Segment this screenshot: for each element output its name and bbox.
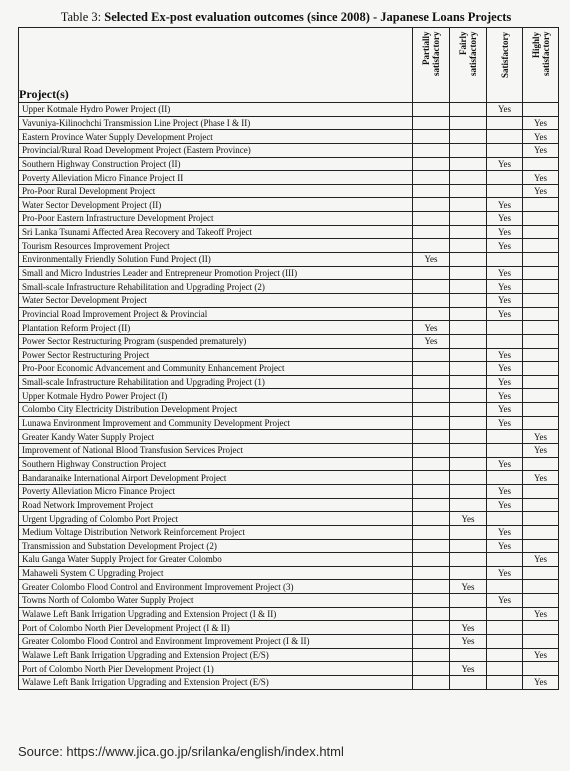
rating-cell: Yes (487, 307, 523, 321)
rating-cell (413, 157, 450, 171)
table-row (19, 484, 559, 498)
rating-cell (523, 484, 559, 498)
table-row (19, 634, 559, 648)
project-name-cell: Small-scale Infrastructure Rehabilitation and Upgrading Project (2) (19, 280, 413, 294)
rating-cell (523, 157, 559, 171)
rating-cell: Yes (450, 662, 487, 676)
rating-cell: Yes (523, 143, 559, 157)
rating-cell (413, 116, 450, 130)
rating-cell (450, 116, 487, 130)
project-name-cell: Plantation Reform Project (II) (19, 321, 413, 335)
rating-cell (413, 648, 450, 662)
rating-cell: Yes (487, 416, 523, 430)
rating-cell: Yes (450, 512, 487, 526)
rating-cell (523, 321, 559, 335)
table-row (19, 430, 559, 444)
project-name-cell: Mahaweli System C Upgrading Project (19, 566, 413, 580)
rating-cell (413, 239, 450, 253)
rating-cell (487, 471, 523, 485)
rating-cell (523, 362, 559, 376)
rating-cell (487, 334, 523, 348)
table-row (19, 198, 559, 212)
rating-cell (413, 566, 450, 580)
rating-cell (413, 580, 450, 594)
rating-cell: Yes (523, 675, 559, 689)
rating-cell: Yes (413, 321, 450, 335)
rating-cell (413, 539, 450, 553)
rating-cell: Yes (523, 607, 559, 621)
rating-cell (450, 143, 487, 157)
project-name-cell: Towns North of Colombo Water Supply Project (19, 594, 413, 608)
rating-cell (523, 293, 559, 307)
project-name-cell: Walawe Left Bank Irrigation Upgrading and Extension Project (E/S) (19, 648, 413, 662)
rating-cell (413, 621, 450, 635)
rating-cell (523, 307, 559, 321)
table-row (19, 348, 559, 362)
source-citation: Source: https://www.jica.go.jp/srilanka/english/index.html (18, 744, 344, 759)
project-name-cell: Power Sector Restructuring Project (19, 348, 413, 362)
project-name-cell: Kalu Ganga Water Supply Project for Greater Colombo (19, 553, 413, 567)
column-header-label: Highly satisfactory (530, 32, 551, 77)
rating-cell (450, 607, 487, 621)
table-row (19, 444, 559, 458)
rating-cell (523, 457, 559, 471)
rating-cell (523, 594, 559, 608)
table-row (19, 239, 559, 253)
table-row (19, 225, 559, 239)
rating-cell (413, 634, 450, 648)
rating-cell (523, 416, 559, 430)
table-row (19, 471, 559, 485)
rating-cell: Yes (487, 348, 523, 362)
rating-cell (450, 266, 487, 280)
project-name-cell: Tourism Resources Improvement Project (19, 239, 413, 253)
table-row (19, 321, 559, 335)
rating-cell: Yes (487, 525, 523, 539)
rating-cell (413, 484, 450, 498)
table-title (6, 10, 566, 25)
table-row (19, 212, 559, 226)
rating-cell: Yes (487, 198, 523, 212)
table-row (19, 253, 559, 267)
table-row (19, 580, 559, 594)
rating-cell (523, 634, 559, 648)
rating-cell: Yes (487, 225, 523, 239)
rating-cell (413, 307, 450, 321)
rating-cell (450, 594, 487, 608)
table-row (19, 362, 559, 376)
rating-cell (523, 621, 559, 635)
project-name-cell: Southern Highway Construction Project (19, 457, 413, 471)
table-row (19, 498, 559, 512)
rating-cell (487, 130, 523, 144)
rating-cell (450, 362, 487, 376)
rating-cell (487, 321, 523, 335)
rating-cell (523, 198, 559, 212)
table-row (19, 416, 559, 430)
rating-cell (450, 253, 487, 267)
rating-cell: Yes (487, 212, 523, 226)
project-name-cell: Water Sector Development Project (19, 293, 413, 307)
rating-cell (523, 498, 559, 512)
rating-cell (450, 293, 487, 307)
rating-cell (450, 307, 487, 321)
rating-cell (413, 171, 450, 185)
rating-cell (413, 184, 450, 198)
rating-cell: Yes (487, 457, 523, 471)
rating-cell (487, 143, 523, 157)
table-body (19, 103, 559, 690)
project-name-cell: Upper Kotmale Hydro Power Project (II) (19, 103, 413, 117)
table-title-text: Selected Ex-post evaluation outcomes (since 2008) - Japanese Loans Projects (104, 10, 512, 24)
rating-cell (413, 375, 450, 389)
rating-cell: Yes (523, 444, 559, 458)
rating-cell (413, 444, 450, 458)
rating-cell (413, 525, 450, 539)
column-header-project: Project(s) (19, 28, 413, 103)
project-name-cell: Port of Colombo North Pier Development Project (1) (19, 662, 413, 676)
project-name-cell: Eastern Province Water Supply Development Project (19, 130, 413, 144)
table-row (19, 525, 559, 539)
rating-cell: Yes (487, 362, 523, 376)
rating-cell (487, 430, 523, 444)
rating-cell (487, 662, 523, 676)
table-row (19, 553, 559, 567)
table-row (19, 184, 559, 198)
project-name-cell: Road Network Improvement Project (19, 498, 413, 512)
rating-cell (413, 143, 450, 157)
rating-cell (413, 212, 450, 226)
rating-cell (450, 553, 487, 567)
rating-cell (413, 266, 450, 280)
table-row (19, 307, 559, 321)
table-row (19, 171, 559, 185)
project-name-cell: Pro-Poor Rural Development Project (19, 184, 413, 198)
rating-cell (413, 594, 450, 608)
project-name-cell: Provincial Road Improvement Project & Provincial (19, 307, 413, 321)
rating-cell (450, 389, 487, 403)
rating-cell (413, 348, 450, 362)
project-name-cell: Colombo City Electricity Distribution Development Project (19, 403, 413, 417)
table-row (19, 403, 559, 417)
rating-cell (450, 416, 487, 430)
rating-cell: Yes (523, 116, 559, 130)
rating-cell: Yes (523, 648, 559, 662)
rating-cell: Yes (487, 498, 523, 512)
rating-cell: Yes (487, 484, 523, 498)
project-name-cell: Pro-Poor Economic Advancement and Community Enhancement Project (19, 362, 413, 376)
rating-cell (413, 675, 450, 689)
rating-cell (450, 444, 487, 458)
rating-cell (413, 607, 450, 621)
rating-cell: Yes (487, 566, 523, 580)
project-name-cell: Greater Kandy Water Supply Project (19, 430, 413, 444)
rating-cell (450, 539, 487, 553)
rating-cell (450, 648, 487, 662)
project-name-cell: Port of Colombo North Pier Development Project (I & II) (19, 621, 413, 635)
project-name-cell: Poverty Alleviation Micro Finance Project II (19, 171, 413, 185)
table-row (19, 675, 559, 689)
project-name-cell: Upper Kotmale Hydro Power Project (I) (19, 389, 413, 403)
rating-cell (450, 334, 487, 348)
rating-cell (413, 293, 450, 307)
table-header-row (19, 28, 559, 103)
rating-cell: Yes (487, 266, 523, 280)
table-row (19, 157, 559, 171)
rating-cell (523, 566, 559, 580)
rating-cell (487, 512, 523, 526)
rating-cell (450, 280, 487, 294)
rating-cell (450, 103, 487, 117)
rating-cell (413, 457, 450, 471)
rating-cell (523, 375, 559, 389)
column-header-fairly-satisfactory (450, 28, 487, 103)
rating-cell (523, 580, 559, 594)
rating-cell (487, 444, 523, 458)
rating-cell: Yes (523, 184, 559, 198)
rating-cell (523, 348, 559, 362)
rating-cell: Yes (487, 403, 523, 417)
project-name-cell: Walawe Left Bank Irrigation Upgrading and Extension Project (I & II) (19, 607, 413, 621)
project-name-cell: Pro-Poor Eastern Infrastructure Development Project (19, 212, 413, 226)
rating-cell (450, 525, 487, 539)
project-name-cell: Improvement of National Blood Transfusion Services Project (19, 444, 413, 458)
rating-cell: Yes (413, 253, 450, 267)
table-row (19, 607, 559, 621)
rating-cell (523, 662, 559, 676)
project-name-cell: Poverty Alleviation Micro Finance Project (19, 484, 413, 498)
rating-cell (450, 212, 487, 226)
project-name-cell: Bandaranaike International Airport Development Project (19, 471, 413, 485)
rating-cell (450, 375, 487, 389)
rating-cell: Yes (523, 553, 559, 567)
rating-cell (523, 280, 559, 294)
project-name-cell: Environmentally Friendly Solution Fund Project (II) (19, 253, 413, 267)
rating-cell (413, 512, 450, 526)
rating-cell (523, 539, 559, 553)
rating-cell (450, 675, 487, 689)
rating-cell (487, 675, 523, 689)
table-row (19, 143, 559, 157)
rating-cell (523, 239, 559, 253)
rating-cell (413, 471, 450, 485)
rating-cell: Yes (450, 634, 487, 648)
project-name-cell: Transmission and Substation Development Project (2) (19, 539, 413, 553)
rating-cell: Yes (523, 130, 559, 144)
rating-cell (450, 457, 487, 471)
project-name-cell: Small-scale Infrastructure Rehabilitation and Upgrading Project (1) (19, 375, 413, 389)
table-row (19, 594, 559, 608)
column-header-label: Satisfactory (499, 32, 510, 78)
table-row (19, 375, 559, 389)
rating-cell (487, 116, 523, 130)
rating-cell (450, 157, 487, 171)
project-name-cell: Lunawa Environment Improvement and Community Development Project (19, 416, 413, 430)
project-name-cell: Small and Micro Industries Leader and Entrepreneur Promotion Project (III) (19, 266, 413, 280)
rating-cell (523, 525, 559, 539)
rating-cell (450, 484, 487, 498)
rating-cell (450, 498, 487, 512)
rating-cell: Yes (523, 430, 559, 444)
rating-cell: Yes (487, 293, 523, 307)
table-row (19, 280, 559, 294)
rating-cell (450, 403, 487, 417)
table-row (19, 539, 559, 553)
rating-cell: Yes (487, 375, 523, 389)
rating-cell: Yes (413, 334, 450, 348)
table-row (19, 334, 559, 348)
rating-cell (413, 225, 450, 239)
project-name-cell: Urgent Upgrading of Colombo Port Project (19, 512, 413, 526)
project-name-cell: Water Sector Development Project (II) (19, 198, 413, 212)
rating-cell (487, 553, 523, 567)
table-row (19, 116, 559, 130)
table-row (19, 389, 559, 403)
rating-cell (413, 103, 450, 117)
rating-cell (413, 498, 450, 512)
rating-cell (413, 280, 450, 294)
rating-cell (523, 512, 559, 526)
rating-cell (450, 471, 487, 485)
rating-cell (487, 253, 523, 267)
rating-cell: Yes (523, 171, 559, 185)
rating-cell (413, 362, 450, 376)
rating-cell (523, 389, 559, 403)
rating-cell (450, 348, 487, 362)
table-title-prefix: Table 3: (60, 10, 105, 24)
column-header-label: Partially satisfactory (421, 32, 441, 77)
rating-cell (413, 430, 450, 444)
rating-cell (487, 171, 523, 185)
project-name-cell: Sri Lanka Tsunami Affected Area Recovery and Takeoff Project (19, 225, 413, 239)
rating-cell (413, 198, 450, 212)
project-name-cell: Southern Highway Construction Project (II) (19, 157, 413, 171)
project-name-cell: Walawe Left Bank Irrigation Upgrading and Extension Project (E/S) (19, 675, 413, 689)
project-name-cell: Medium Voltage Distribution Network Reinforcement Project (19, 525, 413, 539)
rating-cell (450, 321, 487, 335)
rating-cell (450, 225, 487, 239)
rating-cell (450, 198, 487, 212)
rating-cell (413, 130, 450, 144)
rating-cell (413, 416, 450, 430)
column-header-satisfactory (487, 28, 523, 103)
table-row (19, 621, 559, 635)
rating-cell (487, 634, 523, 648)
table-row (19, 457, 559, 471)
rating-cell: Yes (450, 580, 487, 594)
project-name-cell: Provincial/Rural Road Development Project (Eastern Province) (19, 143, 413, 157)
rating-cell (413, 553, 450, 567)
rating-cell (523, 334, 559, 348)
rating-cell (450, 430, 487, 444)
table-row (19, 266, 559, 280)
rating-cell (450, 566, 487, 580)
table-row (19, 566, 559, 580)
rating-cell (523, 103, 559, 117)
table-row (19, 293, 559, 307)
rating-cell (487, 648, 523, 662)
rating-cell (523, 403, 559, 417)
rating-cell: Yes (487, 103, 523, 117)
project-name-cell: Greater Colombo Flood Control and Environment Improvement Project (3) (19, 580, 413, 594)
table-row (19, 648, 559, 662)
rating-cell (487, 580, 523, 594)
evaluation-table (18, 27, 559, 690)
column-header-partially-satisfactory (413, 28, 450, 103)
rating-cell (450, 171, 487, 185)
rating-cell: Yes (523, 471, 559, 485)
rating-cell (523, 253, 559, 267)
rating-cell (487, 621, 523, 635)
rating-cell (523, 225, 559, 239)
rating-cell (450, 184, 487, 198)
table-row (19, 130, 559, 144)
rating-cell (413, 403, 450, 417)
rating-cell: Yes (487, 389, 523, 403)
rating-cell (450, 130, 487, 144)
table-row (19, 512, 559, 526)
rating-cell: Yes (487, 539, 523, 553)
rating-cell (523, 266, 559, 280)
table-row (19, 103, 559, 117)
rating-cell (487, 184, 523, 198)
project-name-cell: Greater Colombo Flood Control and Environment Improvement Project (I & II) (19, 634, 413, 648)
column-header-label: Fairly satisfactory (458, 32, 478, 77)
table-row (19, 662, 559, 676)
rating-cell: Yes (487, 280, 523, 294)
rating-cell (450, 239, 487, 253)
rating-cell (487, 607, 523, 621)
project-name-cell: Power Sector Restructuring Program (suspended prematurely) (19, 334, 413, 348)
column-header-highly-satisfactory (523, 28, 559, 103)
rating-cell: Yes (487, 157, 523, 171)
rating-cell (413, 389, 450, 403)
rating-cell: Yes (487, 239, 523, 253)
rating-cell (413, 662, 450, 676)
rating-cell: Yes (450, 621, 487, 635)
project-name-cell: Vavuniya-Kilinochchi Transmission Line Project (Phase I & II) (19, 116, 413, 130)
rating-cell: Yes (487, 594, 523, 608)
rating-cell (523, 212, 559, 226)
